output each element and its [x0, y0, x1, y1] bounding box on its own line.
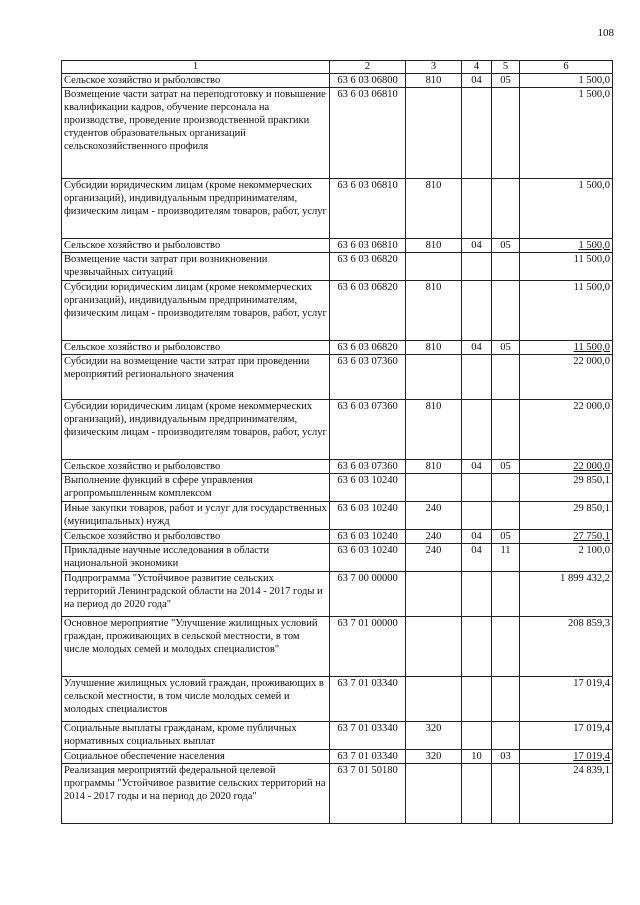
row-subsection: 05 [492, 239, 520, 253]
row-expense-type: 240 [406, 530, 462, 544]
row-expense-type: 810 [406, 74, 462, 88]
table-row [62, 355, 613, 400]
row-expense-type [406, 355, 462, 400]
row-expense-type: 810 [406, 341, 462, 355]
row-expense-type: 240 [406, 544, 462, 572]
row-section [462, 722, 492, 750]
row-code: 63 6 03 10240 [330, 544, 406, 572]
row-amount [520, 355, 613, 400]
row-code: 63 6 03 07360 [330, 400, 406, 460]
row-subsection [492, 572, 520, 617]
row-amount-value: 1 899 432,2 [560, 573, 610, 584]
row-subsection [492, 253, 520, 281]
row-amount [520, 750, 613, 764]
table-row [62, 400, 613, 460]
row-code: 63 6 03 10240 [330, 502, 406, 530]
row-code: 63 6 03 06820 [330, 341, 406, 355]
row-code: 63 6 03 06820 [330, 253, 406, 281]
table-row [62, 74, 613, 88]
row-expense-type [406, 617, 462, 677]
table-row [62, 474, 613, 502]
header-col-2: 2 [330, 61, 406, 74]
row-section [462, 572, 492, 617]
row-amount [520, 617, 613, 677]
row-name: Сельское хозяйство и рыболовство [62, 341, 330, 355]
page-number: 108 [597, 27, 614, 39]
row-amount-value: 22 000,0 [573, 461, 610, 472]
row-amount-value: 11 500,0 [573, 282, 610, 293]
row-section: 04 [462, 530, 492, 544]
row-name: Субсидии юридическим лицам (кроме некоммерческих организаций), индивидуальным предпринимателям, физическим лицам - производителям товаров, работ, услуг [62, 400, 330, 460]
table-row [62, 722, 613, 750]
row-amount-value: 17 019,4 [573, 751, 610, 762]
row-code: 63 6 03 06810 [330, 88, 406, 179]
row-amount [520, 677, 613, 722]
row-amount-value: 208 859,3 [568, 618, 610, 629]
row-code: 63 7 00 00000 [330, 572, 406, 617]
row-amount [520, 179, 613, 239]
row-name: Социальные выплаты гражданам, кроме публичных нормативных социальных выплат [62, 722, 330, 750]
row-amount-value: 29 850,1 [573, 503, 610, 514]
table-row [62, 460, 613, 474]
row-subsection: 05 [492, 74, 520, 88]
row-section: 10 [462, 750, 492, 764]
table-row [62, 544, 613, 572]
row-amount-value: 1 500,0 [578, 240, 610, 251]
row-name: Социальное обеспечение населения [62, 750, 330, 764]
row-name: Возмещение части затрат при возникновении чрезвычайных ситуаций [62, 253, 330, 281]
row-section [462, 677, 492, 722]
row-amount [520, 474, 613, 502]
table-row [62, 341, 613, 355]
row-amount [520, 239, 613, 253]
row-amount [520, 341, 613, 355]
row-name: Выполнение функций в сфере управления агропромышленным комплексом [62, 474, 330, 502]
row-section [462, 502, 492, 530]
table-row [62, 617, 613, 677]
row-section [462, 474, 492, 502]
table-row [62, 530, 613, 544]
row-amount-value: 29 850,1 [573, 475, 610, 486]
table-row [62, 253, 613, 281]
row-name: Субсидии на возмещение части затрат при проведении мероприятий регионального значения [62, 355, 330, 400]
row-code: 63 7 01 50180 [330, 764, 406, 824]
row-subsection: 03 [492, 750, 520, 764]
row-code: 63 6 03 07360 [330, 460, 406, 474]
row-amount-value: 22 000,0 [573, 401, 610, 412]
row-subsection [492, 764, 520, 824]
row-subsection [492, 179, 520, 239]
row-amount-value: 22 000,0 [573, 356, 610, 367]
row-expense-type [406, 253, 462, 281]
row-section [462, 400, 492, 460]
row-subsection: 05 [492, 460, 520, 474]
row-amount [520, 530, 613, 544]
table-row [62, 750, 613, 764]
row-amount [520, 764, 613, 824]
row-name: Реализация мероприятий федеральной целевой программы "Устойчивое развитие сельских территорий на 2014 - 2017 годы и на период до 2020 года" [62, 764, 330, 824]
row-code: 63 7 01 03340 [330, 722, 406, 750]
row-name: Возмещение части затрат на переподготовку и повышение квалификации кадров, обучение персонала на производстве, проведение производственной практики студентов образовательных организаций сельскохозяйственного профиля [62, 88, 330, 179]
row-amount-value: 27 750,1 [573, 531, 610, 542]
row-amount [520, 281, 613, 341]
row-expense-type: 810 [406, 239, 462, 253]
row-section: 04 [462, 460, 492, 474]
row-name: Улучшение жилищных условий граждан, проживающих в сельской местности, в том числе молодых семей и молодых специалистов [62, 677, 330, 722]
row-subsection [492, 474, 520, 502]
row-expense-type [406, 474, 462, 502]
row-subsection: 11 [492, 544, 520, 572]
row-code: 63 7 01 03340 [330, 750, 406, 764]
row-section [462, 253, 492, 281]
row-section [462, 179, 492, 239]
row-amount [520, 253, 613, 281]
row-name: Иные закупки товаров, работ и услуг для государственных (муниципальных) нужд [62, 502, 330, 530]
row-amount [520, 502, 613, 530]
row-amount-value: 1 500,0 [578, 89, 610, 100]
row-expense-type [406, 572, 462, 617]
row-section [462, 617, 492, 677]
row-name: Подпрограмма "Устойчивое развитие сельских территорий Ленинградской области на 2014 - 2017 годы и на период до 2020 года" [62, 572, 330, 617]
row-amount-value: 24 839,1 [573, 765, 610, 776]
row-expense-type: 320 [406, 750, 462, 764]
row-name: Субсидии юридическим лицам (кроме некоммерческих организаций), индивидуальным предпринимателям, физическим лицам - производителям товаров, работ, услуг [62, 281, 330, 341]
row-section: 04 [462, 341, 492, 355]
header-col-3: 3 [406, 61, 462, 74]
row-expense-type [406, 88, 462, 179]
row-amount [520, 400, 613, 460]
row-amount-value: 1 500,0 [578, 180, 610, 191]
row-subsection [492, 502, 520, 530]
row-amount-value: 17 019,4 [573, 678, 610, 689]
row-name: Основное мероприятие "Улучшение жилищных условий граждан, проживающих в сельской местности, в том числе молодых семей и молодых специалистов" [62, 617, 330, 677]
row-section: 04 [462, 544, 492, 572]
row-expense-type [406, 764, 462, 824]
row-subsection: 05 [492, 530, 520, 544]
row-subsection [492, 617, 520, 677]
table-header-row [62, 61, 613, 74]
row-code: 63 7 01 00000 [330, 617, 406, 677]
row-subsection [492, 400, 520, 460]
row-code: 63 6 03 06810 [330, 239, 406, 253]
table-row [62, 239, 613, 253]
row-section: 04 [462, 74, 492, 88]
row-subsection [492, 281, 520, 341]
row-amount [520, 74, 613, 88]
table-body [62, 74, 613, 824]
row-expense-type [406, 677, 462, 722]
row-section [462, 281, 492, 341]
row-subsection [492, 677, 520, 722]
row-expense-type: 810 [406, 400, 462, 460]
row-code: 63 6 03 06810 [330, 179, 406, 239]
row-subsection [492, 88, 520, 179]
table-row [62, 764, 613, 824]
row-name: Прикладные научные исследования в области национальной экономики [62, 544, 330, 572]
row-subsection: 05 [492, 341, 520, 355]
row-name: Сельское хозяйство и рыболовство [62, 74, 330, 88]
row-section [462, 88, 492, 179]
row-name: Сельское хозяйство и рыболовство [62, 460, 330, 474]
row-expense-type: 810 [406, 179, 462, 239]
row-expense-type: 810 [406, 281, 462, 341]
row-amount [520, 460, 613, 474]
header-col-1: 1 [62, 61, 330, 74]
header-col-5: 5 [492, 61, 520, 74]
row-amount [520, 544, 613, 572]
row-code: 63 6 03 06820 [330, 281, 406, 341]
row-amount-value: 11 500,0 [573, 254, 610, 265]
row-amount-value: 1 500,0 [578, 75, 610, 86]
table-row [62, 88, 613, 179]
row-amount [520, 572, 613, 617]
row-code: 63 6 03 10240 [330, 474, 406, 502]
row-name: Субсидии юридическим лицам (кроме некоммерческих организаций), индивидуальным предпринимателям, физическим лицам - производителям товаров, работ, услуг [62, 179, 330, 239]
row-expense-type: 240 [406, 502, 462, 530]
table-row [62, 179, 613, 239]
row-expense-type: 320 [406, 722, 462, 750]
row-section: 04 [462, 239, 492, 253]
budget-table [61, 60, 613, 824]
row-code: 63 6 03 10240 [330, 530, 406, 544]
row-code: 63 6 03 06800 [330, 74, 406, 88]
row-amount-value: 17 019,4 [573, 723, 610, 734]
row-name: Сельское хозяйство и рыболовство [62, 239, 330, 253]
header-col-4: 4 [462, 61, 492, 74]
table-row [62, 502, 613, 530]
header-col-6: 6 [520, 61, 613, 74]
row-expense-type: 810 [406, 460, 462, 474]
table-row [62, 677, 613, 722]
row-amount [520, 88, 613, 179]
row-code: 63 6 03 07360 [330, 355, 406, 400]
row-name: Сельское хозяйство и рыболовство [62, 530, 330, 544]
row-amount-value: 11 500,0 [573, 342, 610, 353]
row-amount-value: 2 100,0 [578, 545, 610, 556]
row-section [462, 764, 492, 824]
row-code: 63 7 01 03340 [330, 677, 406, 722]
row-amount [520, 722, 613, 750]
row-section [462, 355, 492, 400]
row-subsection [492, 722, 520, 750]
row-subsection [492, 355, 520, 400]
table-row [62, 572, 613, 617]
table-row [62, 281, 613, 341]
